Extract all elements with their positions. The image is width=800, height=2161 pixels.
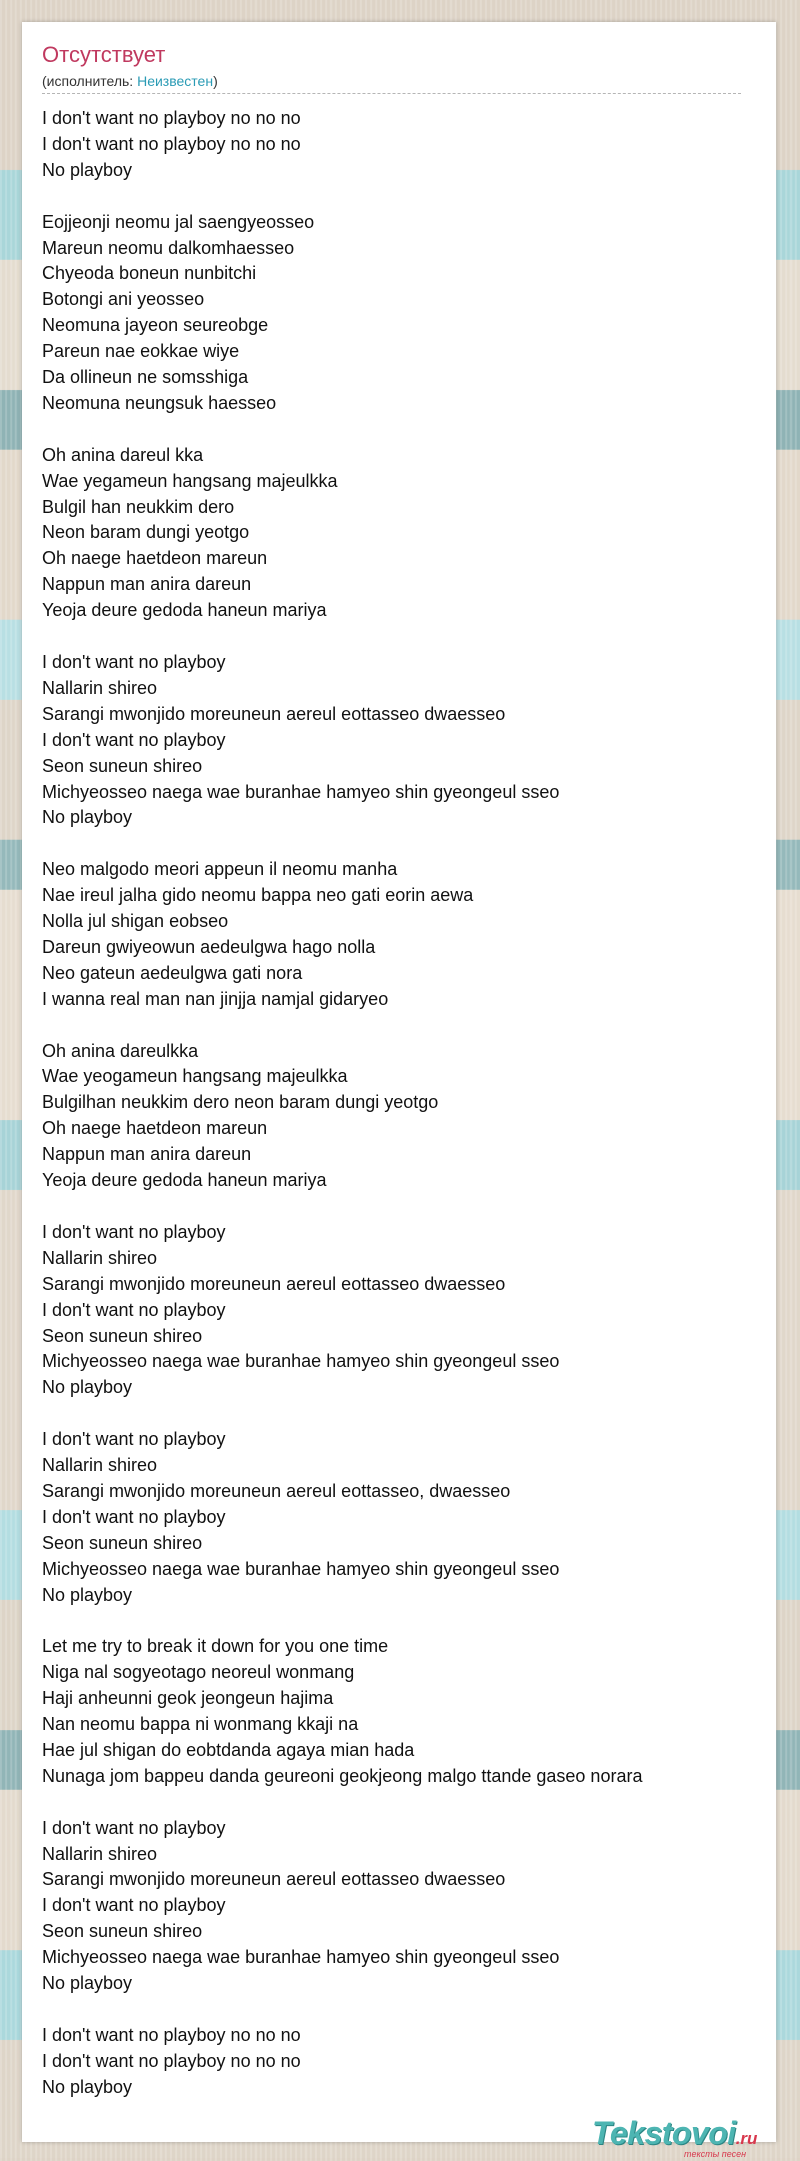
lyric-line: Nappun man anira dareun	[42, 1144, 252, 1165]
lyric-line: Nae ireul jalha gido neomu bappa neo gati eorin aewa	[42, 885, 474, 906]
lyric-line: Bulgilhan neukkim dero neon baram dungi yeotgo	[42, 1092, 439, 1113]
lyric-line: I don't want no playboy	[42, 1895, 226, 1916]
lyric-line: Yeoja deure gedoda haneun mariya	[42, 600, 327, 621]
lyric-line: Michyeosseo naega wae buranhae hamyeo shin gyeongeul sseo	[42, 1558, 560, 1579]
logo-main-text: Tekstovoi	[592, 2115, 736, 2151]
performer-suffix: )	[213, 73, 218, 89]
stanza	[42, 1220, 762, 1401]
lyric-line: Pareun nae eokkae wiye	[42, 341, 240, 362]
lyric-line: No playboy	[42, 2076, 133, 2097]
lyric-line: Niga nal sogyeotago neoreul wonmang	[42, 1662, 355, 1683]
lyric-line: Neo gateun aedeulgwa gati nora	[42, 962, 303, 983]
lyric-line: Sarangi mwonjido moreuneun aereul eottasseo, dwaesseo	[42, 1480, 511, 1501]
performer-line	[42, 72, 218, 90]
lyric-line: No playboy	[42, 159, 133, 180]
lyric-line: Seon suneun shireo	[42, 1921, 203, 1942]
lyric-line: Nan neomu bappa ni wonmang kkaji na	[42, 1714, 359, 1735]
lyric-line: Sarangi mwonjido moreuneun aereul eottasseo dwaesseo	[42, 703, 506, 724]
lyric-line: Wae yeogameun hangsang majeulkka	[42, 1066, 348, 1087]
stanza	[42, 1427, 762, 1608]
lyric-line: Oh naege haetdeon mareun	[42, 548, 268, 569]
lyric-line: Neo malgodo meori appeun il neomu manha	[42, 859, 398, 880]
lyric-line: I don't want no playboy no no no	[42, 133, 301, 154]
lyric-line: I don't want no playboy no no no	[42, 2050, 301, 2071]
lyric-line: Bulgil han neukkim dero	[42, 496, 235, 517]
stanza	[42, 1634, 762, 1789]
lyric-line: Sarangi mwonjido moreuneun aereul eottasseo dwaesseo	[42, 1273, 506, 1294]
lyric-line: Hae jul shigan do eobtdanda agaya mian hada	[42, 1739, 415, 1760]
lyric-line: Michyeosseo naega wae buranhae hamyeo shin gyeongeul sseo	[42, 1947, 560, 1968]
lyric-line: Eojjeonji neomu jal saengyeosseo	[42, 211, 315, 232]
lyric-line: Botongi ani yeosseo	[42, 289, 205, 310]
lyric-line: Nappun man anira dareun	[42, 574, 252, 595]
stanza	[42, 2023, 762, 2101]
logo-tld: .ru	[735, 2129, 758, 2148]
performer-prefix: (исполнитель:	[42, 73, 138, 89]
lyric-line: I don't want no playboy	[42, 1221, 226, 1242]
lyric-line: Oh naege haetdeon mareun	[42, 1118, 268, 1139]
lyric-line: I don't want no playboy	[42, 1429, 226, 1450]
lyric-line: Nallarin shireo	[42, 1455, 158, 1476]
performer-link[interactable]: Неизвестен	[137, 73, 214, 89]
lyric-line: Dareun gwiyeowun aedeulgwa hago nolla	[42, 936, 376, 957]
lyric-line: I don't want no playboy	[42, 651, 226, 672]
lyric-line: Oh anina dareulkka	[42, 1040, 199, 1061]
song-title: Отсутствует	[42, 42, 166, 67]
lyric-line: Yeoja deure gedoda haneun mariya	[42, 1170, 327, 1191]
lyric-line: Nallarin shireo	[42, 1843, 158, 1864]
lyric-line: Neomuna neungsuk haesseo	[42, 392, 277, 413]
lyric-line: I wanna real man nan jinjja namjal gidaryeo	[42, 988, 389, 1009]
lyric-line: Seon suneun shireo	[42, 1325, 203, 1346]
lyric-line: Nolla jul shigan eobseo	[42, 911, 229, 932]
lyric-line: Michyeosseo naega wae buranhae hamyeo shin gyeongeul sseo	[42, 1351, 560, 1372]
lyric-line: Michyeosseo naega wae buranhae hamyeo shin gyeongeul sseo	[42, 781, 560, 802]
lyric-line: No playboy	[42, 1377, 133, 1398]
stanza	[42, 857, 762, 1012]
lyric-line: I don't want no playboy	[42, 1506, 226, 1527]
logo-tagline: тексты песен	[684, 2149, 747, 2159]
stanza	[42, 650, 762, 831]
lyric-line: Neomuna jayeon seureobge	[42, 315, 269, 336]
lyric-line: Neon baram dungi yeotgo	[42, 522, 250, 543]
lyric-line: Seon suneun shireo	[42, 1532, 203, 1553]
lyric-line: Haji anheunni geok jeongeun hajima	[42, 1688, 334, 1709]
site-logo[interactable]	[592, 2115, 800, 2161]
lyric-line: I don't want no playboy	[42, 729, 226, 750]
lyric-line: Nunaga jom bappeu danda geureoni geokjeong malgo ttande gaseo norara	[42, 1765, 643, 1786]
lyric-line: No playboy	[42, 807, 133, 828]
lyrics-card	[22, 22, 776, 2159]
lyrics-body	[42, 106, 762, 2127]
lyric-line: Nallarin shireo	[42, 677, 158, 698]
lyric-line: Seon suneun shireo	[42, 755, 203, 776]
lyric-line: Da ollineun ne somsshiga	[42, 367, 249, 388]
lyric-line: Oh anina dareul kka	[42, 444, 204, 465]
stanza	[42, 1039, 762, 1194]
stanza	[42, 443, 762, 624]
stanza	[42, 1816, 762, 1997]
lyric-line: Nallarin shireo	[42, 1247, 158, 1268]
lyric-line: I don't want no playboy no no no	[42, 2024, 301, 2045]
lyric-line: Chyeoda boneun nunbitchi	[42, 263, 257, 284]
lyric-line: No playboy	[42, 1973, 133, 1994]
lyric-line: I don't want no playboy no no no	[42, 108, 301, 128]
lyric-line: No playboy	[42, 1584, 133, 1605]
lyric-line: I don't want no playboy	[42, 1817, 226, 1838]
stanza	[42, 106, 762, 184]
lyric-line: Wae yegameun hangsang majeulkka	[42, 470, 338, 491]
lyric-line: Let me try to break it down for you one time	[42, 1636, 389, 1657]
lyric-line: Mareun neomu dalkomhaesseo	[42, 237, 295, 258]
lyric-line: I don't want no playboy	[42, 1299, 226, 1320]
lyric-line: Sarangi mwonjido moreuneun aereul eottasseo dwaesseo	[42, 1869, 506, 1890]
divider	[42, 93, 741, 94]
stanza	[42, 210, 762, 417]
